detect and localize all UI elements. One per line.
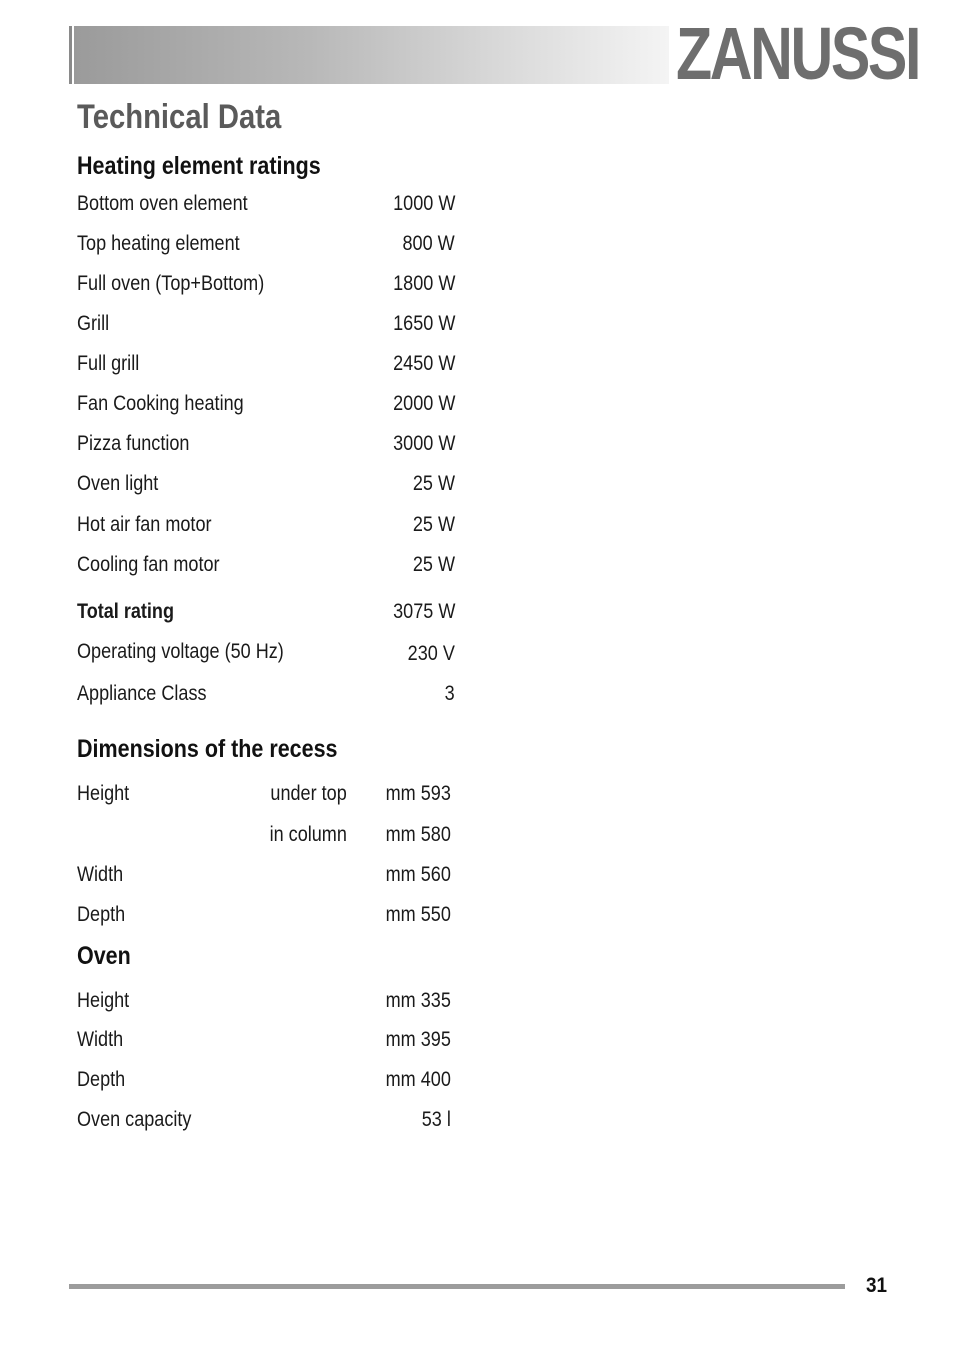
row-label: Depth — [77, 903, 126, 926]
row-value: 2000 W — [392, 392, 455, 415]
table-row — [77, 987, 451, 1015]
brand-logo: ZANUSSI — [676, 12, 920, 95]
row-value: 25 W — [412, 553, 455, 576]
row-value: 3000 W — [392, 432, 455, 455]
row-value: 1650 W — [392, 312, 455, 335]
table-row — [77, 1026, 451, 1054]
header-bar — [69, 26, 669, 84]
table-row — [77, 551, 455, 579]
voltage-value: 230 V — [407, 642, 455, 665]
row-label: Oven capacity — [77, 1108, 192, 1131]
row-label: Bottom oven element — [77, 192, 248, 215]
header-stripe — [69, 26, 77, 84]
row-value: 25 W — [412, 472, 455, 495]
appliance-class-label: Appliance Class — [77, 682, 207, 705]
row-value: 1800 W — [392, 272, 455, 295]
row-label: Width — [77, 1028, 124, 1051]
row-label: Depth — [77, 1068, 126, 1091]
total-rating-value: 3075 W — [392, 600, 455, 623]
row-value: mm 560 — [385, 863, 451, 886]
row-label: Grill — [77, 312, 110, 335]
row-value: 2450 W — [392, 352, 455, 375]
row-label: Full grill — [77, 352, 140, 375]
row-label: Hot air fan motor — [77, 513, 212, 536]
row-value: mm 593 — [385, 782, 451, 805]
row-value: mm 400 — [385, 1068, 451, 1091]
page-number: 31 — [866, 1274, 888, 1297]
footer-divider — [69, 1284, 845, 1289]
row-value: 53 l — [421, 1108, 451, 1131]
total-rating-label: Total rating — [77, 600, 174, 623]
row-label: Full oven (Top+Bottom) — [77, 272, 265, 295]
table-row — [77, 350, 455, 378]
section-title-heating: Heating element ratings — [77, 152, 321, 180]
section-title-oven: Oven — [77, 942, 131, 970]
table-row — [77, 230, 455, 258]
table-row — [77, 270, 455, 298]
row-label: Width — [77, 863, 124, 886]
row-label: Height — [77, 989, 130, 1012]
table-row — [77, 861, 451, 889]
row-value: mm 335 — [385, 989, 451, 1012]
table-row — [77, 190, 455, 218]
appliance-class-value: 3 — [444, 682, 455, 705]
row-value: 25 W — [412, 513, 455, 536]
voltage-label: Operating voltage (50 Hz) — [77, 640, 284, 663]
table-row — [77, 780, 451, 808]
row-value: 1000 W — [392, 192, 455, 215]
table-row — [77, 1106, 451, 1134]
total-rating-row — [77, 598, 455, 626]
table-row — [77, 511, 455, 539]
row-value: mm 550 — [385, 903, 451, 926]
row-label: Top heating element — [77, 232, 240, 255]
row-label: Cooling fan motor — [77, 553, 220, 576]
table-row — [77, 390, 455, 418]
table-row — [77, 1066, 451, 1094]
section-title-recess: Dimensions of the recess — [77, 735, 338, 763]
row-value: 800 W — [402, 232, 455, 255]
table-row — [77, 901, 451, 929]
row-value: mm 580 — [385, 823, 451, 846]
row-label: Oven light — [77, 472, 159, 495]
voltage-row — [77, 638, 455, 666]
appliance-class-row — [77, 680, 455, 708]
row-value: mm 395 — [385, 1028, 451, 1051]
table-row — [77, 310, 455, 338]
page-title: Technical Data — [77, 98, 282, 136]
row-label: Fan Cooking heating — [77, 392, 244, 415]
row-sublabel: in column — [269, 823, 347, 846]
table-row — [77, 821, 451, 849]
table-row — [77, 430, 455, 458]
table-row — [77, 470, 455, 498]
row-label: Pizza function — [77, 432, 190, 455]
row-sublabel: under top — [270, 782, 347, 805]
row-label: Height — [77, 782, 130, 805]
